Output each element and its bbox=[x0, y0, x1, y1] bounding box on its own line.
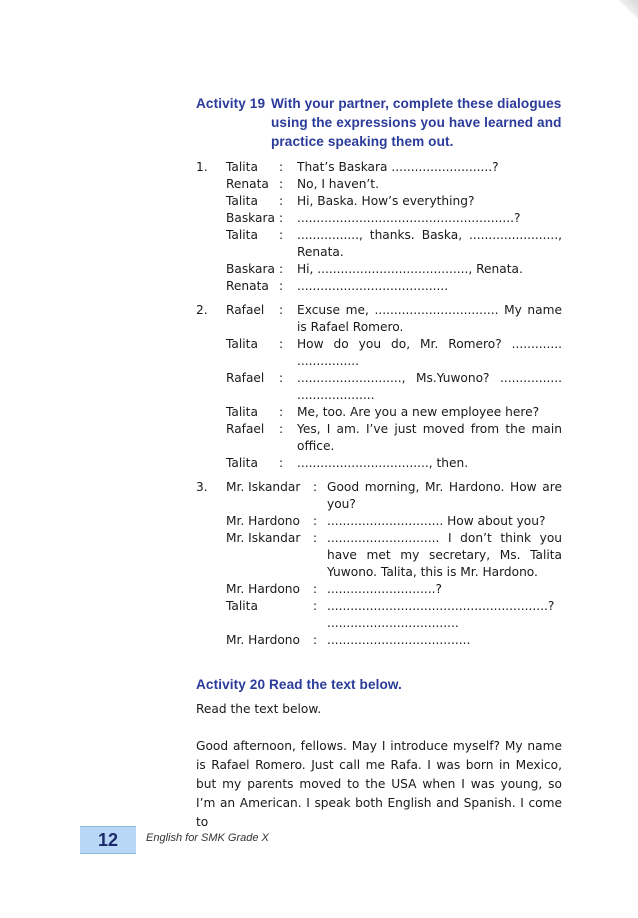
line-text: Excuse me, ................................ My name is Rafael Romero. bbox=[297, 303, 562, 334]
speaker: Talita bbox=[226, 456, 258, 470]
dialogue-3 bbox=[196, 479, 562, 649]
speaker: Mr. Hardono bbox=[226, 582, 300, 596]
speaker: Renata bbox=[226, 177, 269, 191]
dialogue-line: Rafael : ..........................., Ms.Yuwono? ................ .................... bbox=[226, 371, 562, 402]
line-text: No, I haven’t. bbox=[297, 177, 379, 191]
dialogue-line: Talita : That’s Baskara ..........................? bbox=[226, 159, 562, 176]
speaker: Baskara bbox=[226, 262, 275, 276]
line-text: That’s Baskara ..........................? bbox=[297, 160, 499, 174]
line-text: How do you do, Mr. Romero? ............. ................ bbox=[297, 337, 562, 368]
speaker: Talita bbox=[226, 160, 258, 174]
activity-19-heading bbox=[196, 94, 562, 151]
line-text: ..................................... bbox=[327, 633, 471, 647]
line-text: Me, too. Are you a new employee here? bbox=[297, 405, 540, 419]
book-title-footer: English for SMK Grade X bbox=[146, 832, 269, 844]
line-text: Good morning, Mr. Hardono. How are you? bbox=[327, 480, 562, 511]
dialogue-line: Renata : No, I haven’t. bbox=[226, 176, 562, 193]
line-text: Hi, ......................................., Renata. bbox=[297, 262, 523, 276]
dialogue-line: Baskara : ........................................................? bbox=[226, 210, 562, 227]
dialogue-line: Mr. Hardono : ............................? bbox=[226, 581, 562, 598]
activity-19-title: With your partner, complete these dialogues using the expressions you have learned and practice speaking them out. bbox=[271, 96, 562, 149]
dialogue-line: Baskara : Hi, ......................................., Renata. bbox=[226, 261, 562, 278]
speaker: Renata bbox=[226, 279, 269, 293]
speaker: Talita bbox=[226, 405, 258, 419]
speaker: Mr. Iskandar bbox=[226, 531, 301, 545]
dialogue-line: Talita : How do you do, Mr. Romero? ............. ................ bbox=[226, 337, 562, 368]
dialogue-2 bbox=[196, 302, 562, 472]
line-text: ............................. I don’t think you have met my secretary, Ms. Talita Yuwono. Talita, this is Mr. Hardono. bbox=[327, 531, 562, 579]
dialogues bbox=[196, 159, 562, 649]
speaker: Rafael bbox=[226, 422, 265, 436]
dialogue-line: Mr. Hardono : .............................. How about you? bbox=[226, 513, 562, 530]
speaker: Baskara bbox=[226, 211, 275, 225]
dialogue-line: Mr. Iskandar : Good morning, Mr. Hardono. How are you? bbox=[226, 480, 562, 511]
dialogue-line: Rafael : Yes, I am. I’ve just moved from the main office. bbox=[226, 422, 562, 453]
speaker: Talita bbox=[226, 337, 258, 351]
line-text: ................, thanks. Baska, ......................., Renata. bbox=[297, 228, 562, 259]
activity-19-number: Activity 19 bbox=[196, 96, 266, 111]
line-text: .............................. How about you? bbox=[327, 514, 546, 528]
line-text: ........................................................? bbox=[297, 211, 521, 225]
speaker: Talita bbox=[226, 228, 258, 242]
dialogue-line: Talita : Hi, Baska. How’s everything? bbox=[226, 193, 562, 210]
line-text: Hi, Baska. How’s everything? bbox=[297, 194, 475, 208]
speaker: Rafael bbox=[226, 303, 265, 317]
page-number: 12 bbox=[97, 829, 119, 850]
dialogue-line: Mr. Iskandar : ............................. I don’t think you have met my secretary, Ms. Talita Yuwono. Talita, this is Mr. Hardono. bbox=[226, 531, 562, 579]
dialogue-number: 2. bbox=[196, 303, 208, 317]
line-text: .................................., then. bbox=[297, 456, 469, 470]
speaker: Rafael bbox=[226, 371, 265, 385]
activity-20-heading bbox=[196, 675, 562, 694]
dialogue-number: 3. bbox=[196, 480, 208, 494]
page-number-badge bbox=[80, 826, 136, 854]
page-curl-corner bbox=[618, 0, 638, 20]
dialogue-line: Talita : .........................................................? .................................. bbox=[226, 598, 562, 632]
page-content bbox=[196, 94, 562, 832]
activity-20-title: Read the text below. bbox=[269, 677, 402, 692]
dialogue-1 bbox=[196, 159, 562, 295]
speaker: Mr. Hardono bbox=[226, 514, 300, 528]
dialogue-line: Renata : ....................................... bbox=[226, 278, 562, 295]
activity-20-number: Activity 20 bbox=[196, 677, 266, 692]
line-text: Yes, I am. I’ve just moved from the main office. bbox=[297, 422, 562, 453]
dialogue-line: Rafael : Excuse me, ................................ My name is Rafael Romero. bbox=[226, 303, 562, 334]
line-text: ............................? bbox=[327, 582, 442, 596]
speaker: Mr. Iskandar bbox=[226, 480, 301, 494]
speaker: Talita bbox=[226, 599, 258, 613]
speaker: Talita bbox=[226, 194, 258, 208]
speaker: Mr. Hardono bbox=[226, 633, 300, 647]
dialogue-number: 1. bbox=[196, 160, 208, 174]
dialogue-line: Talita : Me, too. Are you a new employee here? bbox=[226, 404, 562, 421]
line-text: ..........................., Ms.Yuwono? ................ .................... bbox=[297, 371, 562, 402]
dialogue-line: Talita : ................, thanks. Baska, ......................., Renata. bbox=[226, 228, 562, 259]
reading-paragraph: Good afternoon, fellows. May I introduce myself? My name is Rafael Romero. Just call me Rafa. I was born in Mexico, but my parents moved to the USA when I was young, so I’m an American. I speak both English and Spanish. I come to bbox=[196, 739, 562, 829]
activity-20-instruction: Read the text below. bbox=[196, 702, 322, 716]
line-text: ....................................... bbox=[297, 279, 449, 293]
line-text: .........................................................? .................................. bbox=[327, 599, 555, 630]
dialogue-line: Mr. Hardono : ..................................... bbox=[226, 632, 562, 649]
dialogue-line: Talita : .................................., then. bbox=[226, 455, 562, 472]
